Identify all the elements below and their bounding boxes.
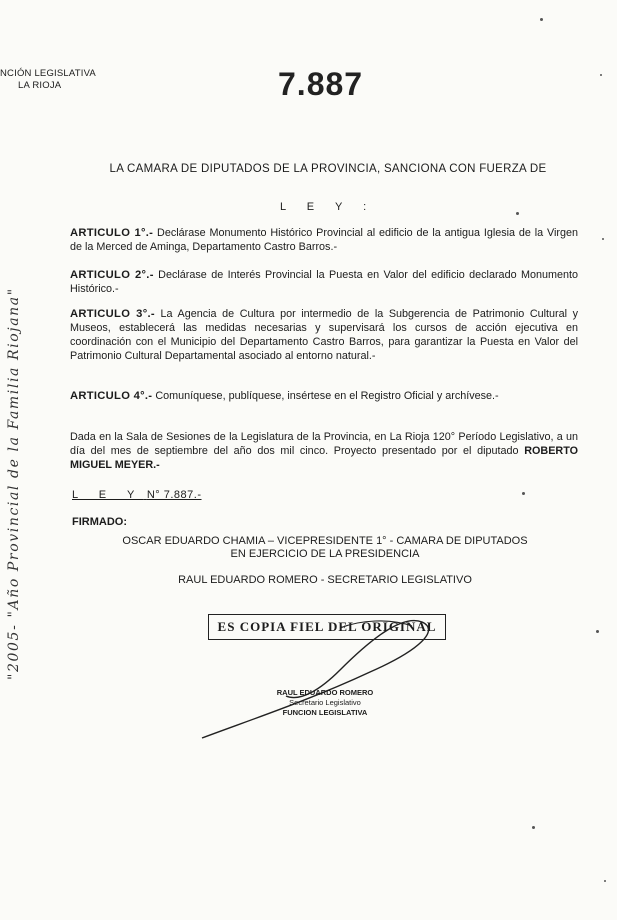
scan-speck [604,880,606,882]
scan-speck [532,826,535,829]
signer-secretary: RAUL EDUARDO ROMERO - SECRETARIO LEGISLATIVO [178,574,472,586]
article-2 [70,268,578,296]
ley-label: L E Y [72,489,144,501]
article-text: Declárase de Interés Provincial la Puesta en Valor del edificio declarado Monumento Histórico.- [70,269,579,295]
seal-org: FUNCION LEGISLATIVA [282,708,368,717]
signer-line-2: EN EJERCICIO DE LA PRESIDENCIA [230,548,420,560]
margin-year-motto: "2005- "Año Provincial de la Familia Riojana" [6,287,22,680]
firmado-label: FIRMADO: [72,516,127,528]
article-label: ARTICULO 4°.- [70,390,153,402]
article-text: Comuníquese, publíquese, insértese en el Registro Oficial y archívese.- [155,390,499,402]
sponsor-name: ROBERTO MIGUEL MEYER.- [70,445,578,471]
law-number: 7.887 [278,66,364,102]
dada-text: Dada en la Sala de Sesiones de la Legislatura de la Provincia, en La Rioja 120° Período Legislativo, a un día del mes de septiembre del año dos mil cinco. Proyecto presentado por el diputado [70,431,578,457]
dada-paragraph [70,430,578,472]
certified-copy-stamp: ES COPIA FIEL DEL ORIGINAL [208,614,446,640]
scan-speck [516,212,519,215]
scan-speck [600,74,602,76]
scan-speck [602,238,604,240]
seal-role: Secretario Legislativo [289,698,361,707]
enacting-clause: LA CAMARA DE DIPUTADOS DE LA PROVINCIA, SANCIONA CON FUERZA DE [109,163,547,175]
scan-speck [540,18,543,21]
article-text: La Agencia de Cultura por intermedio de la Subgerencia de Patrimonio Cultural y Museos, establecerá las medidas necesarias y supervisará los cursos de acción ejecutiva en coordinación con el Municipio del Departamento Castro Barros, para garantizar la Puesta en Valor del Patrimonio Cultural Departamental asociado al entorno natural.- [70,308,578,362]
article-1 [70,226,578,254]
article-label: ARTICULO 1°.- [70,227,154,239]
ley-number-line [72,489,202,501]
seal-name: RAUL EDUARDO ROMERO [276,688,374,697]
signer-vicepresident [90,535,560,561]
ley-number: N° 7.887.- [146,489,202,501]
issuer-line-1: NCIÓN LEGISLATIVA [0,68,96,79]
article-label: ARTICULO 2°.- [70,269,154,281]
article-label: ARTICULO 3°.- [70,308,155,320]
signer-line-1: OSCAR EDUARDO CHAMIA – VICEPRESIDENTE 1° - CAMARA DE DIPUTADOS [122,535,528,547]
issuer-line-2: LA RIOJA [18,80,62,91]
article-3 [70,307,578,363]
official-seal [240,688,410,718]
scan-speck [522,492,525,495]
scan-speck [596,630,599,633]
article-4 [70,389,578,403]
issuer-header [0,68,96,92]
handwritten-signature [190,610,450,750]
ley-heading: L E Y : [280,201,376,213]
article-text: Declárase Monumento Histórico Provincial al edificio de la antigua Iglesia de la Virgen de la Merced de Aminga, Departamento Castro Barros.- [70,227,578,253]
